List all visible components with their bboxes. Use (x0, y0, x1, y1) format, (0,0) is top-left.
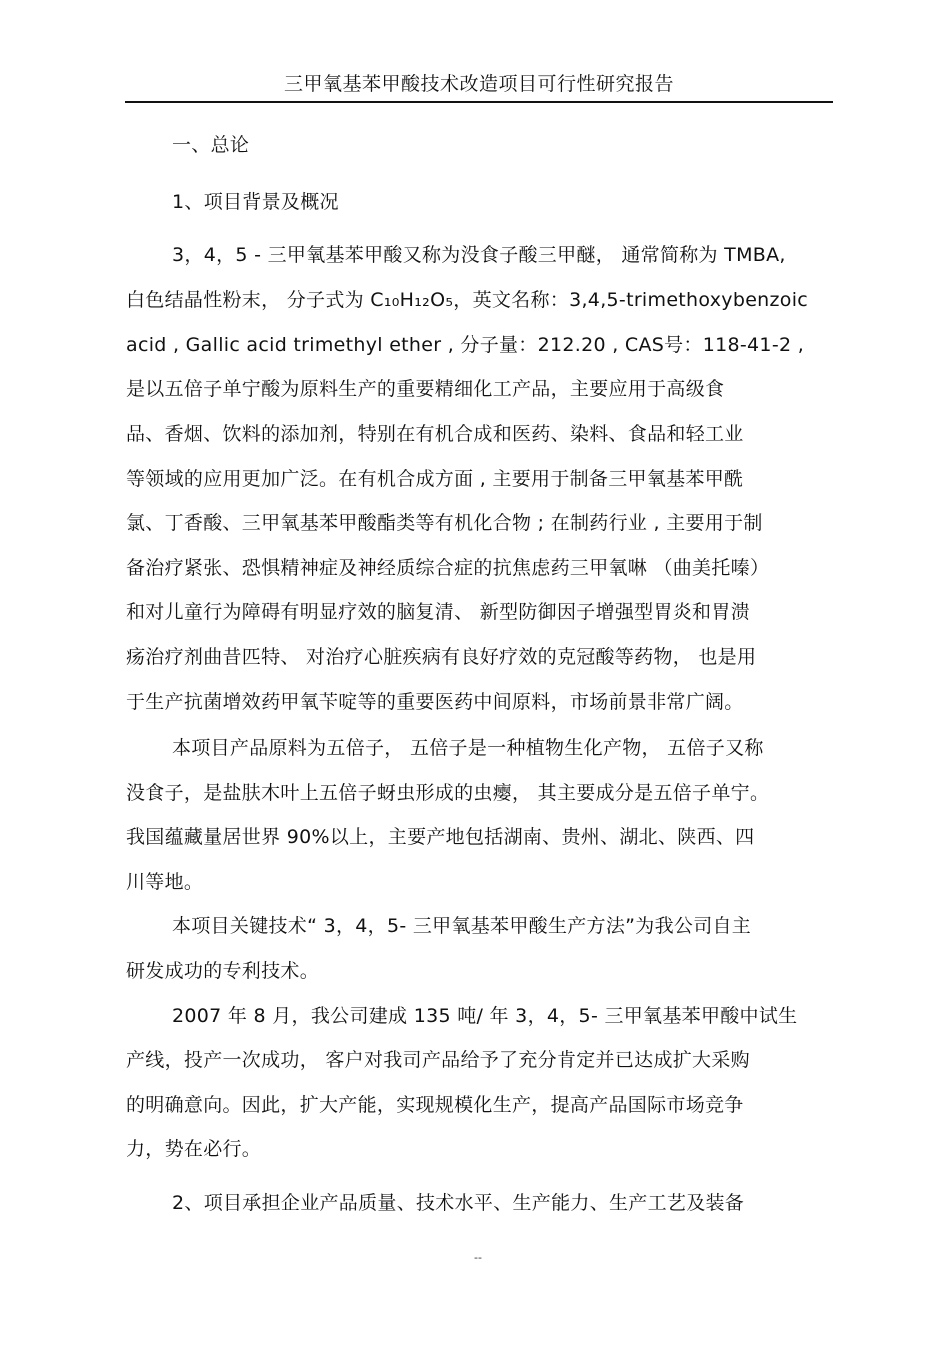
paragraph-line: 本项目产品原料为五倍子， 五倍子是一种植物生化产物， 五倍子又称 (172, 737, 764, 759)
paragraph-line: 备治疗紧张、恐惧精神症及神经质综合症的抗焦虑药三甲氧啉 （曲美托嗪） (126, 557, 770, 579)
running-header-title: 三甲氧基苯甲酸技术改造项目可行性研究报告 (283, 73, 674, 95)
paragraph-line: 我国蕴藏量居世界 90%以上，主要产地包括湖南、贵州、湖北、陕西、四 (126, 826, 755, 848)
paragraph-line: 3，4，5 - 三甲氧基苯甲酸又称为没食子酸三甲醚， 通常简称为 TMBA, (172, 244, 786, 266)
paragraph-line: 没食子，是盐肤木叶上五倍子蚜虫形成的虫瘿， 其主要成分是五倍子单宁。 (126, 782, 770, 804)
paragraph-line: 的明确意向。因此，扩大产能，实现规模化生产，提高产品国际市场竞争 (126, 1094, 744, 1116)
paragraph-line: 氯、丁香酸、三甲氧基苯甲酸酯类等有机化合物 ; 在制药行业 , 主要用于制 (126, 512, 763, 534)
page-footer-mark: -- (474, 1251, 482, 1264)
paragraph-line: acid , Gallic acid trimethyl ether , 分子量：212.20 , CAS号：118-41-2 , (126, 334, 805, 356)
header-divider (125, 101, 833, 103)
paragraph-line: 品、香烟、饮料的添加剂，特别在有机合成和医药、染料、食品和轻工业 (126, 423, 744, 445)
paragraph-line: 等领域的应用更加广泛。在有机合成方面 , 主要用于制备三甲氧基苯甲酰 (126, 468, 744, 490)
paragraph-line: 2007 年 8 月，我公司建成 135 吨/ 年 3，4，5- 三甲氧基苯甲酸中试生 (172, 1005, 798, 1027)
paragraph-line: 本项目关键技术“ 3，4，5- 三甲氧基苯甲酸生产方法”为我公司自主 (172, 915, 752, 937)
paragraph-line: 力，势在必行。 (126, 1138, 262, 1160)
section-heading: 一、总论 (172, 134, 250, 156)
paragraph-line: 川等地。 (126, 871, 204, 893)
paragraph-line: 产线，投产一次成功， 客户对我司产品给予了充分肯定并已达成扩大采购 (126, 1049, 750, 1071)
paragraph-line: 和对儿童行为障碍有明显疗效的脑复清、 新型防御因子增强型胃炎和胃溃 (126, 601, 750, 623)
paragraph-line: 于生产抗菌增效药甲氧苄啶等的重要医药中间原料，市场前景非常广阔。 (126, 691, 744, 713)
paragraph-line: 是以五倍子单宁酸为原料生产的重要精细化工产品，主要应用于高级食 (126, 378, 725, 400)
subsection-heading: 2、项目承担企业产品质量、技术水平、生产能力、生产工艺及装备 (172, 1192, 745, 1214)
subsection-heading: 1、项目背景及概况 (172, 191, 339, 213)
paragraph-line: 疡治疗剂曲昔匹特、 对治疗心脏疾病有良好疗效的克冠酸等药物， 也是用 (126, 646, 757, 668)
paragraph-line: 研发成功的专利技术。 (126, 960, 320, 982)
paragraph-line: 白色结晶性粉末， 分子式为 C₁₀H₁₂O₅，英文名称：3,4,5-trimethoxybenzoic (126, 289, 809, 311)
